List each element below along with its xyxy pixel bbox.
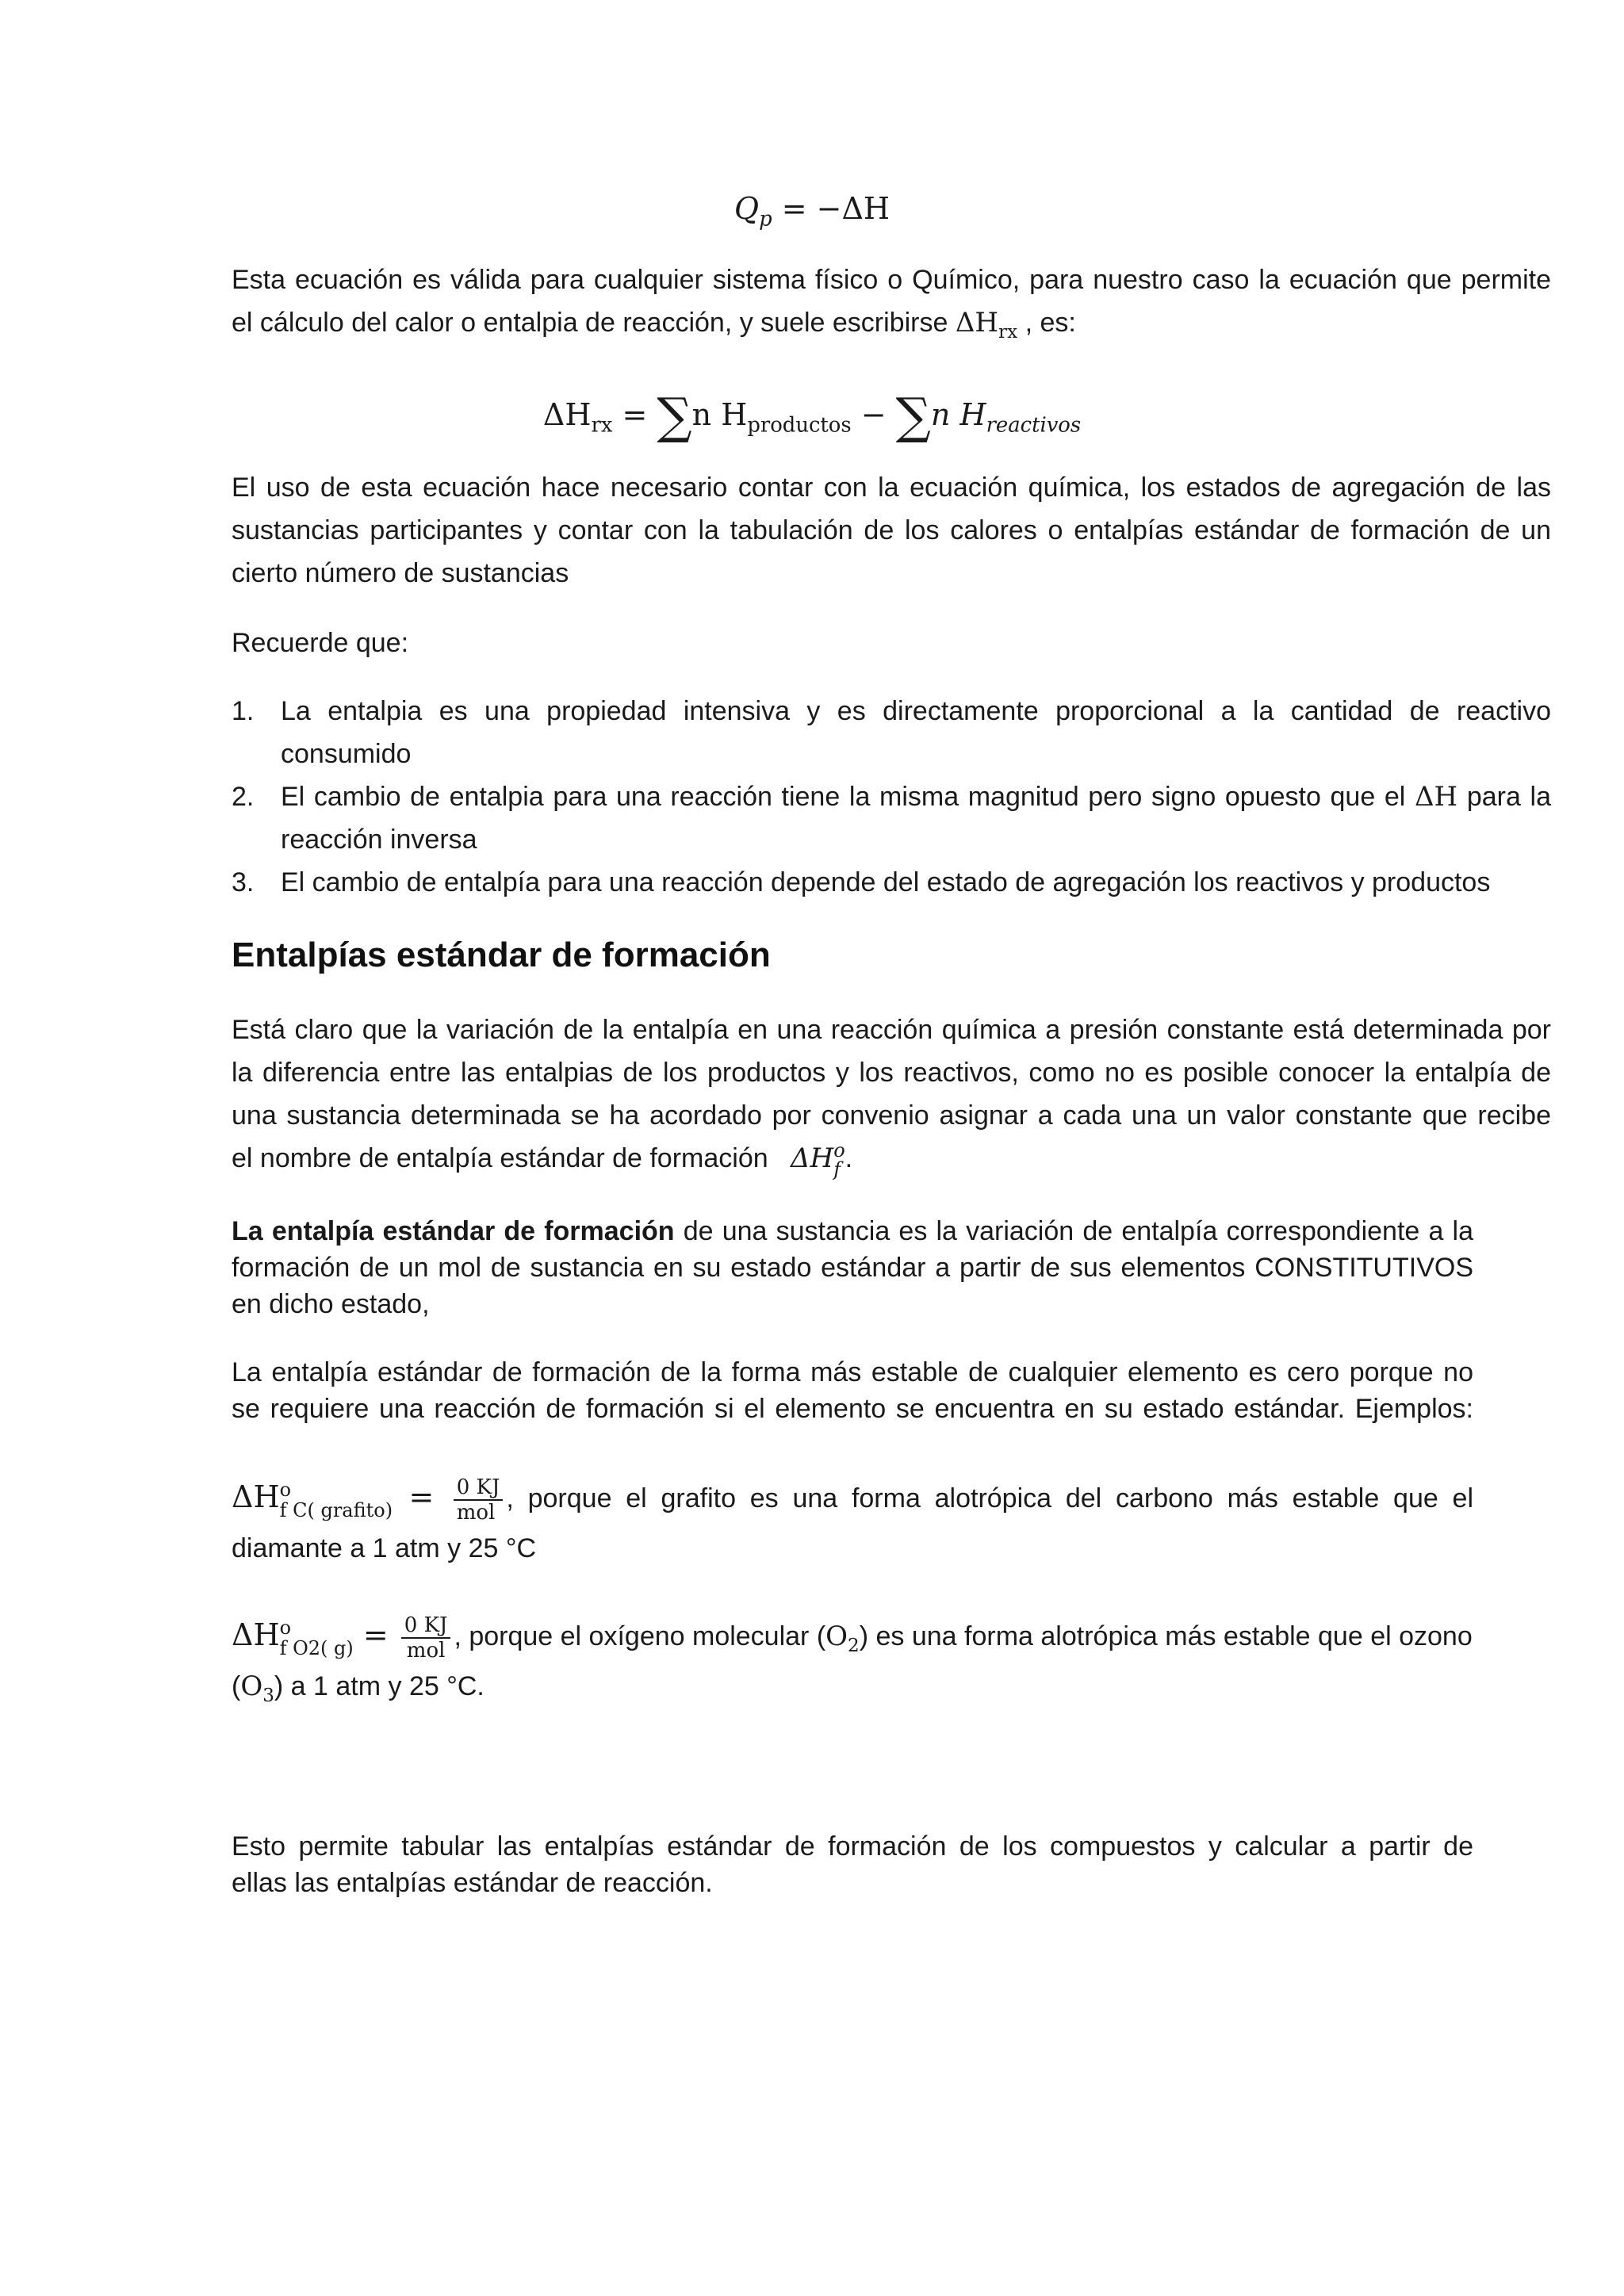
p3-line2: la diferencia entre las entalpias de los productos y los reactivos, como no es posible conocer la entalpía de <box>232 1058 1551 1088</box>
ex2-o2: O <box>825 1621 848 1652</box>
p1-line1: Esta ecuación es válida para cualquier sistema físico o Químico, para nuestro caso la ecuación que permite <box>232 265 1551 295</box>
eq-rx-minus: − <box>851 397 896 432</box>
ex2-o2-sub: 2 <box>848 1635 860 1656</box>
eq-rx-lhs-sub: rx <box>591 413 613 438</box>
p4-line3: en dicho estado, <box>232 1289 430 1319</box>
p3-symbol-scripts <box>833 1141 845 1179</box>
list-item-number: 1. <box>232 696 255 726</box>
ex2-line1 <box>232 1611 1473 1663</box>
example-grafito <box>232 1473 1473 1572</box>
eq-rx-term2: n H <box>930 397 986 432</box>
p5-line2: se requiere una reacción de formación si el elemento se encuentra en su estado estándar. Ejemplos: <box>232 1394 1473 1424</box>
p2-line3: cierto número de sustancias <box>232 558 569 588</box>
p3-symbol-sup: o <box>833 1139 845 1162</box>
list-item <box>232 775 1551 861</box>
ex2-eq: = <box>353 1617 398 1652</box>
eq-rx-term1-sub: productos <box>747 413 852 438</box>
ex2-den: mol <box>406 1639 446 1663</box>
eq-qp-var: Q <box>733 191 760 226</box>
p2-line1: El uso de esta ecuación hace necesario contar con la ecuación química, los estados de agregación de las <box>232 473 1551 503</box>
eq-rx-term1: n H <box>691 397 748 432</box>
paragraph-forma-estable <box>232 1354 1473 1427</box>
paragraph-tabular <box>232 1828 1473 1901</box>
eq-qp-sub: p <box>759 207 772 232</box>
ex2-dh: ΔH <box>232 1617 280 1652</box>
ex2-sub: f O2( g) <box>279 1636 354 1659</box>
p3-symbol: ΔH <box>791 1142 834 1174</box>
numbered-list <box>232 690 1551 904</box>
list-item-number: 2. <box>232 782 255 812</box>
equation-qp <box>0 187 1624 230</box>
p3-line1: Está claro que la variación de la entalpía en una reacción química a presión constante está determinada por <box>232 1015 1551 1045</box>
ex1-line2: diamante a 1 atm y 25 °C <box>232 1533 537 1564</box>
ex1-eq: = <box>393 1479 450 1514</box>
p3-end: . <box>845 1143 853 1173</box>
p1-dh-sub: rx <box>998 321 1018 342</box>
ex2-line1-rest-b: ) es una forma alotrópica más estable que el ozono <box>859 1621 1473 1651</box>
p5-line1: La entalpía estándar de formación de la forma más estable de cualquier elemento es cero porque no <box>232 1357 1473 1387</box>
p3-line3: una sustancia determinada se ha acordado por convenio asignar a cada una un valor constante que recibe <box>232 1100 1551 1131</box>
ex1-scripts <box>279 1478 393 1521</box>
list-item-text-pre: El cambio de entalpia para una reacción tiene la misma magnitud pero signo opuesto que el <box>281 782 1415 812</box>
p4-line1-rest: de una sustancia es la variación de entalpía correspondiente a la <box>674 1216 1474 1246</box>
list-item <box>232 690 1551 775</box>
example-oxigeno <box>232 1611 1473 1710</box>
list-item-text-post: para la reacción inversa <box>281 782 1551 855</box>
ex2-scripts <box>279 1616 354 1659</box>
list-item-dh: ΔH <box>1414 781 1458 813</box>
ex2-o3-sub: 3 <box>262 1685 274 1706</box>
ex1-sup: o <box>279 1478 292 1501</box>
p6-line1: Esto permite tabular las entalpías estándar de formación de los compuestos y calcular a partir de <box>232 1831 1473 1862</box>
ex1-num: 0 KJ <box>454 1475 504 1501</box>
ex2-line1-rest-a: , porque el oxígeno molecular ( <box>454 1621 826 1651</box>
paragraph-definicion <box>232 1213 1473 1322</box>
p3-symbol-sub: f <box>833 1158 841 1181</box>
eq-rx-term2-sub: reactivos <box>986 413 1082 438</box>
paragraph-ecuacion <box>232 258 1551 344</box>
sum-symbol-2: ∑ <box>895 387 931 445</box>
ex1-line1-rest: , porque el grafito es una forma alotrópica del carbono más estable que el <box>506 1483 1473 1513</box>
eq-qp-rhs: = −ΔH <box>781 191 891 226</box>
p4-line2: formación de un mol de sustancia en su estado estándar a partir de sus elementos CONSTITUTIVOS <box>232 1253 1473 1283</box>
equation-dh-rx <box>0 387 1624 445</box>
p3-line4-text: el nombre de entalpía estándar de formación <box>232 1143 768 1173</box>
paragraph-uso-ecuacion <box>232 466 1551 595</box>
ex2-o3: O <box>240 1670 263 1703</box>
ex1-dh: ΔH <box>232 1479 280 1514</box>
ex2-num: 0 KJ <box>401 1613 451 1639</box>
ex1-den: mol <box>456 1501 496 1525</box>
eq-rx-equals: = <box>612 397 657 432</box>
paragraph-variacion-entalpia <box>232 1008 1551 1180</box>
ex2-sup: o <box>279 1616 292 1639</box>
ex2-line2: $(O_3)$ a 1 atm y 25 °C. <box>232 1670 485 1706</box>
recuerde-label <box>232 622 1551 664</box>
ex2-fraction <box>401 1613 451 1663</box>
recuerde-text: Recuerde que: <box>232 628 409 658</box>
p3-line4 <box>232 1137 1551 1180</box>
list-item <box>232 861 1551 904</box>
p1-line2-post: , es: <box>1017 308 1076 338</box>
list-item-text: El cambio de entalpía para una reacción depende del estado de agregación los reactivos y productos <box>281 867 1491 897</box>
p4-line1 <box>232 1213 1473 1249</box>
section-heading: Entalpías estándar de formación <box>232 936 771 974</box>
ex1-line1 <box>232 1473 1473 1525</box>
list-item-number: 3. <box>232 867 255 897</box>
ex2-line2-rest: a 1 atm y 25 °C. <box>283 1671 485 1702</box>
list-item-text: La entalpia es una propiedad intensiva y es directamente proporcional a la cantidad de reactivo consumido <box>281 696 1551 769</box>
p4-bold: La entalpía estándar de formación <box>232 1216 675 1246</box>
sum-symbol-1: ∑ <box>657 387 692 445</box>
ex1-fraction <box>454 1475 504 1525</box>
p1-line2 <box>232 301 1551 344</box>
ex1-sub: f C( grafito) <box>279 1498 393 1521</box>
p2-line2: sustancias participantes y contar con la tabulación de los calores o entalpías estándar de formación de un <box>232 515 1551 545</box>
eq-rx-lhs: ΔH <box>542 397 592 432</box>
p6-line2: ellas las entalpías estándar de reacción. <box>232 1868 713 1898</box>
p1-dh: ΔH <box>955 307 999 339</box>
p1-line2-pre: el cálculo del calor o entalpia de reacción, y suele escribirse <box>232 308 956 338</box>
